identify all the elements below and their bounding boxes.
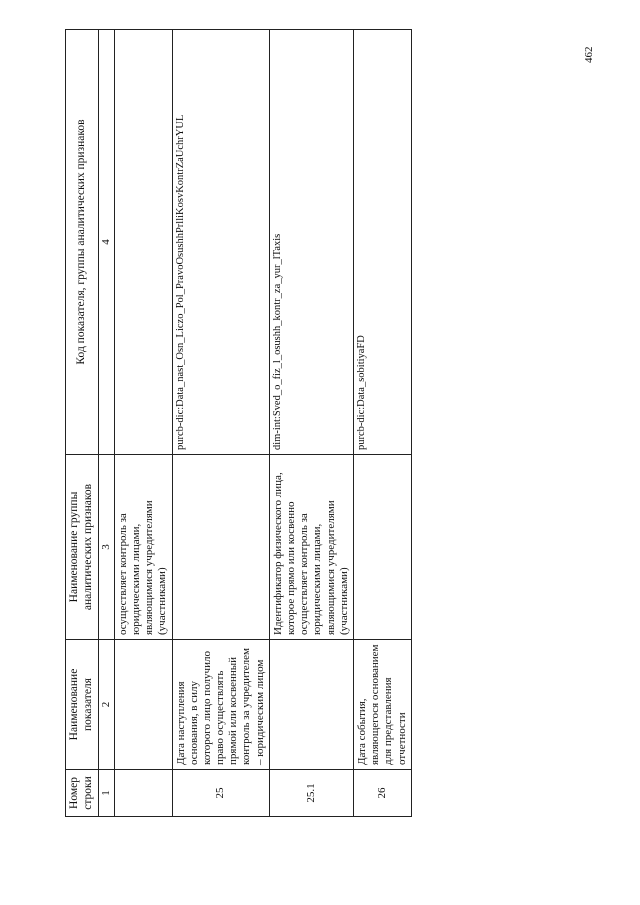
indicator-cell: Дата наступления основания, в силу которого лицо получило право осуществлять прямой или косвенный контроль за учредителем – юридическим лицом [172, 640, 269, 770]
group-cell: Идентификатор физического лица, которое прямо или косвенно осуществляет контроль за юридическими лицами, являющимися учредителями (участниками) [269, 455, 353, 640]
column-number-row [98, 30, 114, 817]
indicator-table [65, 29, 412, 817]
code-cell: purcb-dic:Data_sobitiyaFD [353, 30, 411, 455]
table-row [172, 30, 269, 817]
header-indicator-name: Наименование показателя [66, 640, 99, 770]
row-number: 25.1 [269, 770, 353, 817]
indicator-cell [269, 640, 353, 770]
group-cell [172, 455, 269, 640]
column-number: 2 [98, 640, 114, 770]
group-cell: осуществляет контроль за юридическими лицами, являющимися учредителями (участниками) [114, 455, 172, 640]
code-cell [114, 30, 172, 455]
row-number: 26 [353, 770, 411, 817]
code-cell: dim-int:Sved_o_fiz_l_osushh_kontr_za_yur_lTaxis [269, 30, 353, 455]
header-row [66, 30, 99, 817]
row-number: 25 [172, 770, 269, 817]
header-row-number: Номер строки [66, 770, 99, 817]
indicator-cell: Дата события, являющегося основанием для представления отчетности [353, 640, 411, 770]
page-number: 462 [583, 46, 595, 64]
indicator-cell [114, 640, 172, 770]
code-cell: purcb-dic:Data_nast_Osn_Liczo_Pol_PravoOsushhPrlliKosvKontrZaUchrYUL [172, 30, 269, 455]
header-code: Код показателя, группы аналитических признаков [66, 30, 99, 455]
group-cell [353, 455, 411, 640]
table-row [114, 30, 172, 817]
table-row [269, 30, 353, 817]
row-number [114, 770, 172, 817]
table-row [353, 30, 411, 817]
column-number: 3 [98, 455, 114, 640]
column-number: 1 [98, 770, 114, 817]
column-number: 4 [98, 30, 114, 455]
header-group-name: Наименование группы аналитических признаков [66, 455, 99, 640]
rotated-page-content [65, 30, 408, 817]
